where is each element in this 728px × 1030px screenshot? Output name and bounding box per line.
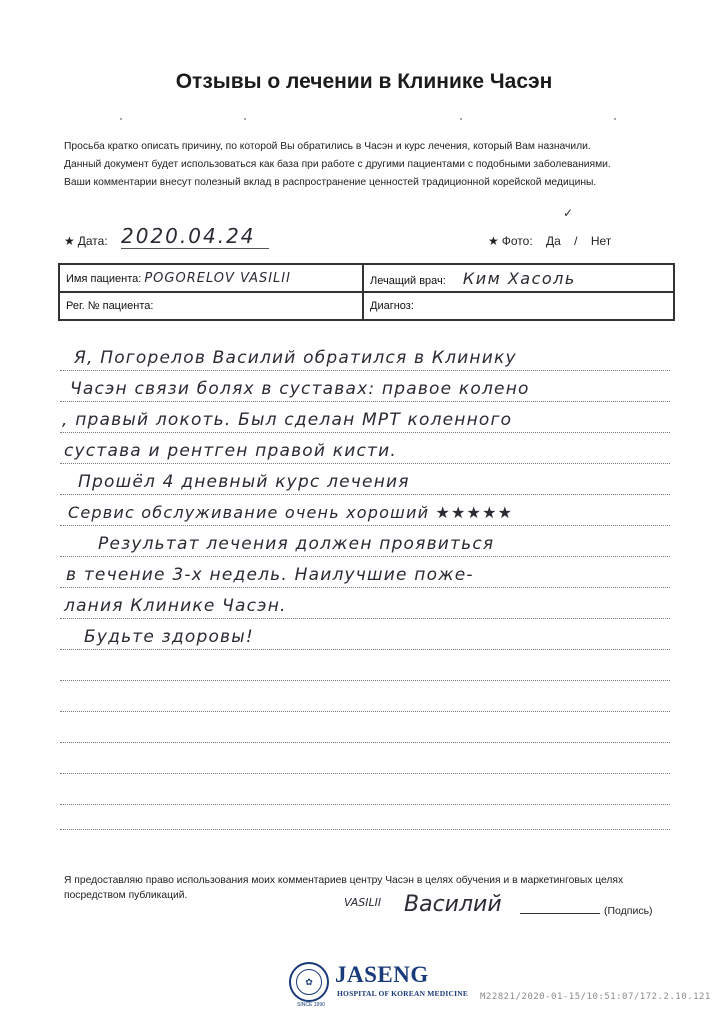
ruled-line <box>60 649 670 650</box>
review-line: сустава и рентген правой кисти. <box>64 441 397 461</box>
patient-info-table <box>58 263 675 321</box>
signature-scribble[interactable]: Василий <box>404 892 502 917</box>
signature-name: VASILII <box>344 896 382 909</box>
ruled-line <box>60 804 670 805</box>
patient-name-value: POGORELOV VASILII <box>144 270 291 286</box>
scan-dot <box>614 118 616 120</box>
ruled-line <box>60 432 670 433</box>
ruled-line <box>60 556 670 557</box>
ruled-line <box>60 680 670 681</box>
diagnosis-label: Диагноз: <box>370 300 414 312</box>
photo-label: Фото: <box>501 234 533 248</box>
review-line: Я, Погорелов Василий обратился в Клинику <box>74 348 517 368</box>
ruled-line <box>60 618 670 619</box>
emblem-caption: SINCE 1990 <box>297 1002 325 1008</box>
ruled-line <box>60 525 670 526</box>
star-icon: ★ <box>488 234 499 248</box>
hospital-emblem-icon <box>289 962 329 1002</box>
review-line: Часэн связи болях в суставах: правое колено <box>70 379 530 399</box>
intro-line: Данный документ будет использоваться как база при работе с другими пациентами с подобными заболеваниями. <box>64 159 611 170</box>
intro-line: Ваши комментарии внесут полезный вклад в распространение ценностей традиционной корейской медицины. <box>64 177 597 188</box>
photo-separator: / <box>574 234 578 248</box>
diagnosis-cell[interactable] <box>363 292 674 320</box>
review-line: Прошёл 4 дневный курс лечения <box>78 472 410 492</box>
consent-line: посредством публикаций. <box>64 890 188 901</box>
emblem-inner-icon: ✿ <box>296 969 322 995</box>
doctor-label: Лечащий врач: <box>370 274 446 287</box>
review-line: , правый локоть. Был сделан МРТ коленного <box>62 410 513 430</box>
ruled-line <box>60 401 670 402</box>
checkmark-icon: ✓ <box>563 206 574 220</box>
page-title: Отзывы о лечении в Клинике Часэн <box>175 70 553 93</box>
photo-yes-option[interactable]: Да <box>546 234 561 248</box>
doctor-cell[interactable] <box>363 264 674 292</box>
ruled-line <box>60 587 670 588</box>
reg-number-label: Рег. № пациента: <box>66 300 154 312</box>
date-label: Дата: <box>77 234 108 248</box>
doctor-value: Ким Хасоль <box>462 268 576 288</box>
intro-text <box>64 138 684 192</box>
star-icon: ★ <box>64 234 75 248</box>
signature-line <box>520 913 600 914</box>
review-line: лания Клинике Часэн. <box>64 596 287 616</box>
ruled-line <box>60 463 670 464</box>
photo-no-option[interactable]: Нет <box>590 234 612 248</box>
patient-name-cell[interactable] <box>59 264 363 292</box>
scan-dot <box>244 118 246 120</box>
review-line: в течение 3-х недель. Наилучшие поже- <box>66 565 474 585</box>
ruled-line <box>60 711 670 712</box>
date-value[interactable]: 2020.04.24 <box>121 224 269 249</box>
intro-line: Просьба кратко описать причину, по которой Вы обратились в Часэн и курс лечения, который Вам назначили. <box>64 141 591 152</box>
ruled-line <box>60 494 670 495</box>
ruled-line <box>60 773 670 774</box>
review-line: Будьте здоровы! <box>84 627 254 647</box>
ruled-line <box>60 829 670 830</box>
hospital-logo-subtitle: HOSPITAL OF KOREAN MEDICINE <box>337 989 469 998</box>
ruled-line <box>60 742 670 743</box>
date-field <box>64 234 108 248</box>
scan-dot <box>460 118 462 120</box>
patient-name-label: Имя пациента: <box>66 272 142 285</box>
scan-dot <box>120 118 122 120</box>
review-line: Результат лечения должен проявиться <box>98 534 495 554</box>
hospital-logo-name: JASENG <box>335 962 429 987</box>
review-line: Сервис обслуживание очень хороший ★★★★★ <box>68 503 514 522</box>
consent-line: Я предоставляю право использования моих комментариев центру Часэн в целях обучения и в маркетинговых целях <box>64 875 624 886</box>
photo-field <box>488 234 611 248</box>
ruled-line <box>60 370 670 371</box>
reg-number-cell[interactable] <box>59 292 363 320</box>
signature-label: (Подпись) <box>604 905 653 917</box>
scan-stamp: M22821/2020-01-15/10:51:07/172.2.10.121 <box>480 992 711 1002</box>
